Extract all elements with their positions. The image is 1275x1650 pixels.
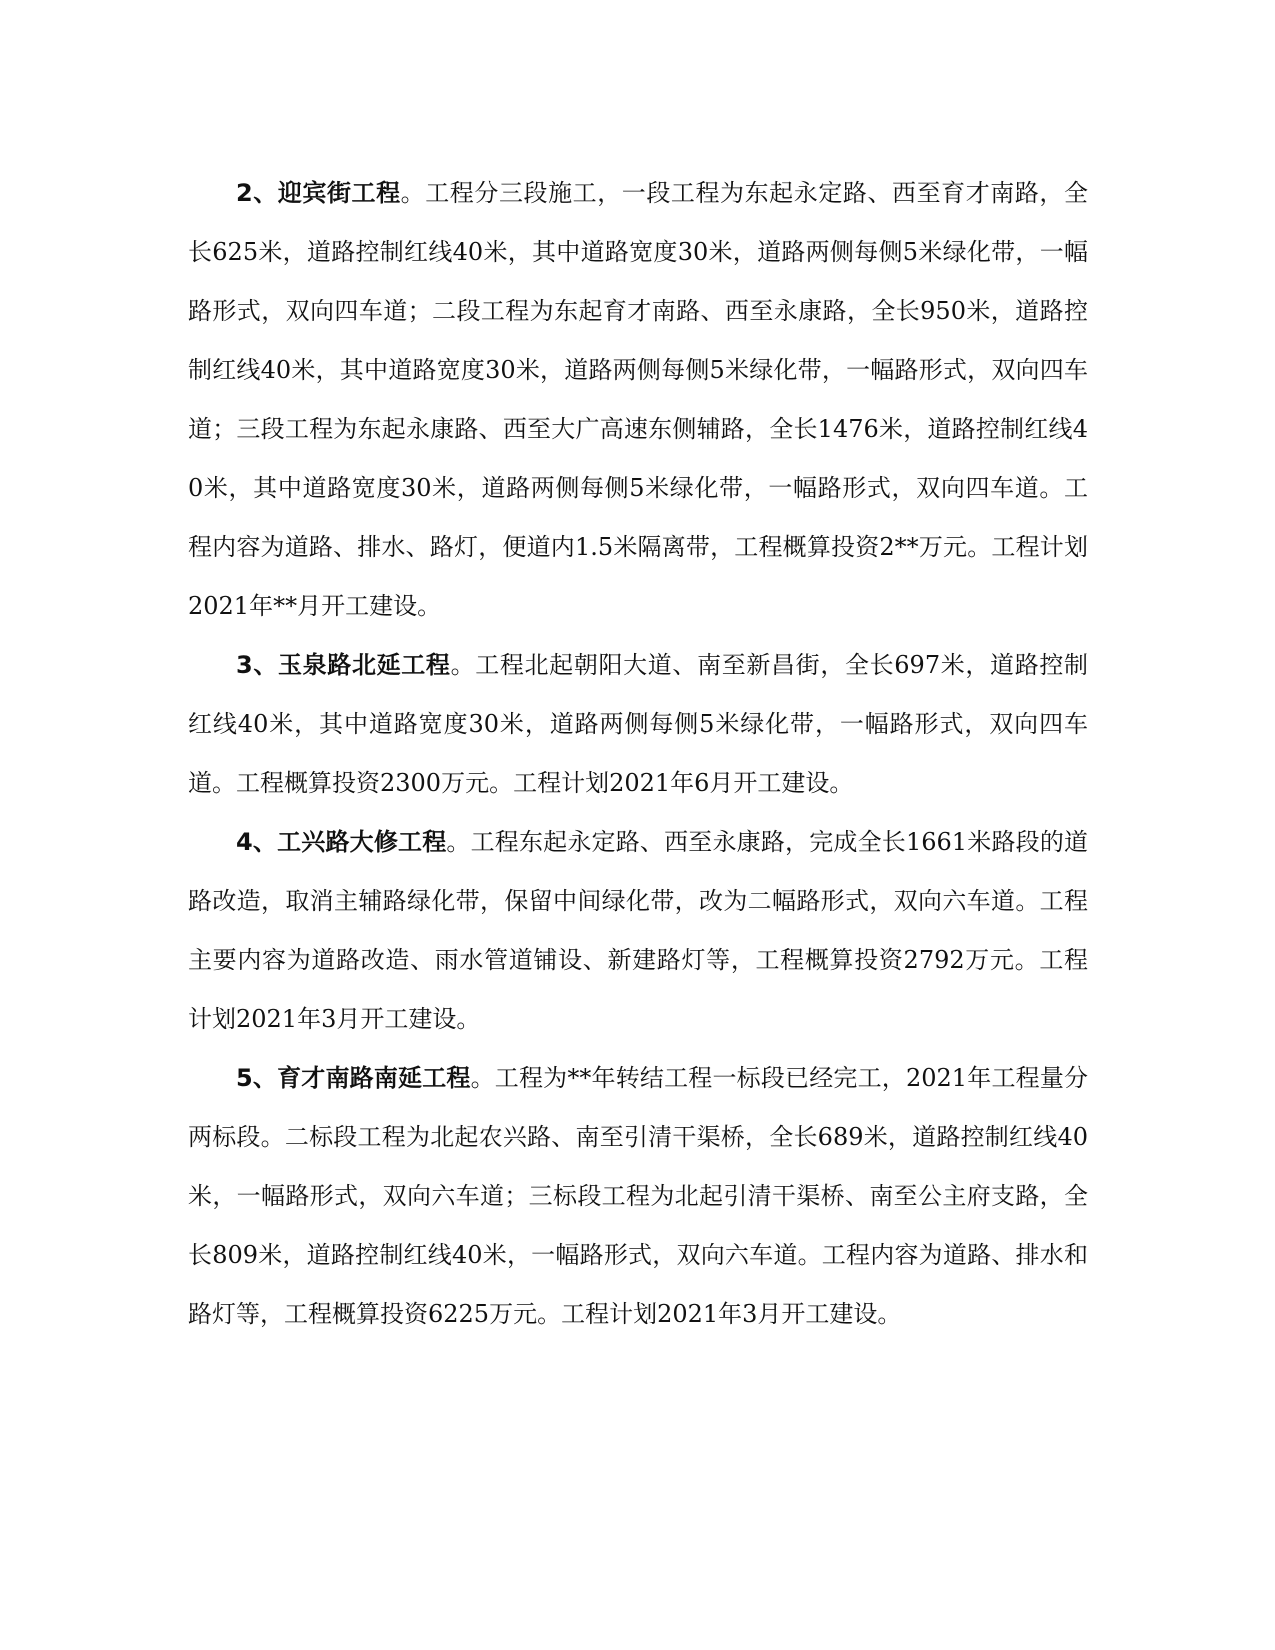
paragraph-heading: 3、玉泉路北延工程: [236, 651, 451, 679]
paragraph-text: 。工程为**年转结工程一标段已经完工，2021年工程量分两标段。二标段工程为北起农兴路、南至引清干渠桥，全长689米，道路控制红线40米，一幅路形式，双向六车道；三标段工程为北起引清干渠桥、南至公主府支路，全长809米，道路控制红线40米，一幅路形式，双向六车道。工程内容为道路、排水和路灯等，工程概算投资6225万元。工程计划2021年3月开工建设。: [188, 1064, 1089, 1328]
paragraph-heading: 5、育才南路南延工程: [236, 1064, 471, 1092]
paragraph-text: 。工程分三段施工，一段工程为东起永定路、西至育才南路，全长625米，道路控制红线40米，其中道路宽度30米，道路两侧每侧5米绿化带，一幅路形式，双向四车道；二段工程为东起育才南路、西至永康路，全长950米，道路控制红线40米，其中道路宽度30米，道路两侧每侧5米绿化带，一幅路形式，双向四车道；三段工程为东起永康路、西至大广高速东侧辅路，全长1476米，道路控制红线40米，其中道路宽度30米，道路两侧每侧5米绿化带，一幅路形式，双向四车道。工程内容为道路、排水、路灯，便道内1.5米隔离带，工程概算投资2**万元。工程计划2021年**月开工建设。: [188, 179, 1088, 620]
document-body: [188, 164, 1088, 1344]
paragraph-gongxing-road: [188, 813, 1088, 1049]
paragraph-heading: 4、工兴路大修工程: [236, 828, 447, 856]
paragraph-text: 。工程北起朝阳大道、南至新昌街，全长697米，道路控制红线40米，其中道路宽度30米，道路两侧每侧5米绿化带，一幅路形式，双向四车道。工程概算投资2300万元。工程计划2021年6月开工建设。: [188, 651, 1088, 797]
paragraph-heading: 2、迎宾街工程: [236, 179, 401, 207]
paragraph-yucai-south-road: [188, 1049, 1088, 1344]
paragraph-text: 。工程东起永定路、西至永康路，完成全长1661米路段的道路改造，取消主辅路绿化带，保留中间绿化带，改为二幅路形式，双向六车道。工程主要内容为道路改造、雨水管道铺设、新建路灯等，工程概算投资2792万元。工程计划2021年3月开工建设。: [188, 828, 1089, 1033]
paragraph-yuquan-road: [188, 636, 1088, 813]
paragraph-yingbin-street: [188, 164, 1088, 636]
